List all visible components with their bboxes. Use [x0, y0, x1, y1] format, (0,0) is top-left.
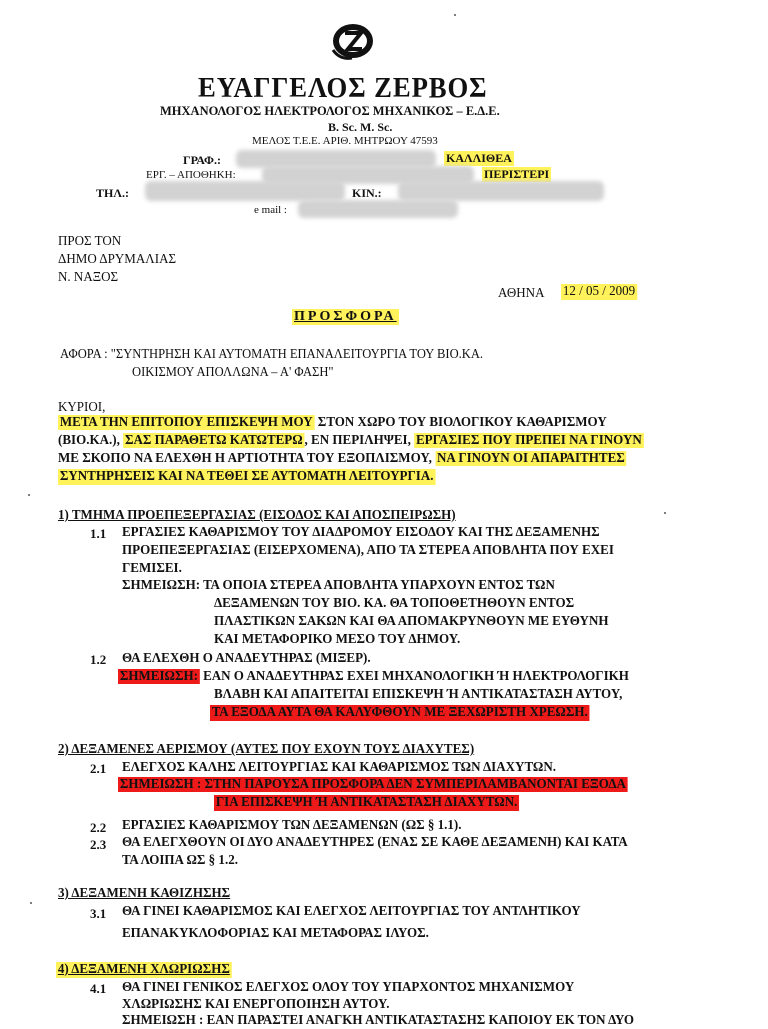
- item-1-2-number: 1.2: [90, 652, 107, 667]
- item-4-1-number: 4.1: [90, 981, 107, 996]
- item-2-1-text: ΕΛΕΓΧΟΣ ΚΑΛΗΣ ΛΕΙΤΟΥΡΓΙΑΣ ΚΑΙ ΚΑΘΑΡΙΣΜΟΣ ΤΩΝ ΔΙΑΧΥΤΩΝ.: [122, 760, 556, 775]
- intro-line-1: ΜΕΤΑ ΤΗΝ ΕΠΙΤΟΠΟΥ ΕΠΙΣΚΕΨΗ ΜΟΥ ΣΤΟΝ ΧΩΡΟ ΤΟΥ ΒΙΟΛΟΓΙΚΟΥ ΚΑΘΑΡΙΣΜΟΥ: [59, 415, 607, 430]
- recipient-line-1: ΠΡΟΣ ΤΟΝ: [58, 234, 122, 249]
- intro-line-4: ΣΥΝΤΗΡΗΣΕΙΣ ΚΑΙ ΝΑ ΤΕΘΕΙ ΣΕ ΑΥΤΟΜΑΤΗ ΛΕΙΤΟΥΡΓΙΑ.: [59, 469, 434, 484]
- item-2-1-number: 2.1: [90, 761, 107, 776]
- item-1-1-line-2: ΠΡΟΕΠΕΞΕΡΓΑΣΙΑΣ (ΕΙΣΕΡΧΟΜΕΝΑ), ΑΠΟ ΤΑ ΣΤΕΡΕΑ ΑΠΟΒΛΗΤΑ ΠΟΥ ΕΧΕΙ: [122, 543, 614, 558]
- item-1-1-note-line-4: ΚΑΙ ΜΕΤΑΦΟΡΙΚΟ ΜΕΣΟ ΤΟΥ ΔΗΜΟΥ.: [214, 632, 461, 647]
- redacted-phone: [145, 181, 345, 201]
- item-1-2-note-line-2: ΒΛΑΒΗ ΚΑΙ ΑΠΑΙΤΕΙΤΑΙ ΕΠΙΣΚΕΨΗ Ή ΑΝΤΙΚΑΤΑΣΤΑΣΗ ΑΥΤΟΥ,: [214, 687, 623, 702]
- item-1-1-line-1: ΕΡΓΑΣΙΕΣ ΚΑΘΑΡΙΣΜΟΥ ΤΟΥ ΔΙΑΔΡΟΜΟΥ ΕΙΣΟΔΟΥ ΚΑΙ ΤΗΣ ΔΕΞΑΜΕΝΗΣ: [122, 525, 600, 540]
- section-2-heading: 2) ΔΕΞΑΜΕΝΕΣ ΑΕΡΙΣΜΟΥ (ΑΥΤΕΣ ΠΟΥ ΕΧΟΥΝ ΤΟΥΣ ΔΙΑΧΥΤΕΣ): [58, 742, 475, 757]
- warehouse-label: ΕΡΓ. – ΑΠΟΘΗΚΗ:: [146, 169, 236, 181]
- item-1-1-note-line-2: ΔΕΞΑΜΕΝΩΝ ΤΟΥ ΒΙΟ. ΚΑ. ΘΑ ΤΟΠΟΘΕΤΗΘΟΥΝ ΕΝΤΟΣ: [214, 596, 575, 611]
- mobile-label: ΚΙΝ.:: [352, 186, 382, 200]
- scan-speck: [454, 14, 456, 16]
- item-4-1-line-1: ΘΑ ΓΙΝΕΙ ΓΕΝΙΚΟΣ ΕΛΕΓΧΟΣ ΟΛΟΥ ΤΟΥ ΥΠΑΡΧΟΝΤΟΣ ΜΗΧΑΝΙΣΜΟΥ: [122, 980, 575, 995]
- redacted-email: [298, 200, 458, 218]
- subject-line-2: ΟΙΚΙΣΜΟΥ ΑΠΟΛΛΩΝΑ – Α' ΦΑΣΗ": [132, 364, 334, 379]
- item-2-2-number: 2.2: [90, 820, 107, 835]
- subject-line-1: ΑΦΟΡΑ : "ΣΥΝΤΗΡΗΣΗ ΚΑΙ ΑΥΤΟΜΑΤΗ ΕΠΑΝΑΛΕΙΤΟΥΡΓΙΑ ΤΟΥ ΒΙΟ.ΚΑ.: [60, 346, 484, 361]
- section-4-heading: 4) ΔΕΞΑΜΕΝΗ ΧΛΩΡΙΩΣΗΣ: [57, 962, 230, 977]
- recipient-line-2: ΔΗΜΟ ΔΡΥΜΑΛΙΑΣ: [58, 252, 177, 267]
- item-1-2-note-line-3: ΤΑ ΕΞΟΔΑ ΑΥΤΑ ΘΑ ΚΑΛΥΦΘΟΥΝ ΜΕ ΞΕΧΩΡΙΣΤΗ ΧΡΕΩΣΗ.: [211, 705, 588, 720]
- item-1-2-note-line-1: ΣΗΜΕΙΩΣΗ: ΕΑΝ Ο ΑΝΑΔΕΥΤΗΡΑΣ ΕΧΕΙ ΜΗΧΑΝΟΛΟΓΙΚΗ Ή ΗΛΕΚΤΡΟΛΟΓΙΚΗ: [119, 669, 629, 684]
- item-1-1-note-line-1: ΣΗΜΕΙΩΣΗ: ΤΑ ΟΠΟΙΑ ΣΤΕΡΕΑ ΑΠΟΒΛΗΤΑ ΥΠΑΡΧΟΥΝ ΕΝΤΟΣ ΤΩΝ: [122, 578, 555, 593]
- date-place: ΑΘΗΝΑ: [498, 286, 545, 301]
- item-1-1-number: 1.1: [90, 526, 107, 541]
- item-3-1-line-1: ΘΑ ΓΙΝΕΙ ΚΑΘΑΡΙΣΜΟΣ ΚΑΙ ΕΛΕΓΧΟΣ ΛΕΙΤΟΥΡΓΙΑΣ ΤΟΥ ΑΝΤΛΗΤΙΚΟΥ: [122, 904, 581, 919]
- item-1-1-line-3: ΓΕΜΙΣΕΙ.: [122, 561, 182, 576]
- document-title: ΠΡΟΣΦΟΡΑ: [294, 309, 397, 324]
- letterhead-name: ΕΥΑΓΓΕΛΟΣ ΖΕΡΒΟΣ: [198, 72, 488, 104]
- letterhead-profession: ΜΗΧΑΝΟΛΟΓΟΣ ΗΛΕΚΤΡΟΛΟΓΟΣ ΜΗΧΑΝΙΚΟΣ – Ε.Δ.Ε.: [160, 104, 500, 118]
- item-2-1-note-line-2: ΓΙΑ ΕΠΙΣΚΕΨΗ Ή ΑΝΤΙΚΑΤΑΣΤΑΣΗ ΔΙΑΧΥΤΩΝ.: [215, 795, 518, 810]
- item-3-1-line-2: ΕΠΑΝΑΚΥΚΛΟΦΟΡΙΑΣ ΚΑΙ ΜΕΤΑΦΟΡΑΣ ΙΛΥΟΣ.: [122, 926, 429, 941]
- greeting: ΚΥΡΙΟΙ,: [58, 400, 106, 415]
- section-3-heading: 3) ΔΕΞΑΜΕΝΗ ΚΑΘΙΖΗΣΗΣ: [58, 886, 231, 901]
- scan-speck: [664, 512, 666, 514]
- intro-line-2: (ΒΙΟ.ΚΑ.), ΣΑΣ ΠΑΡΑΘΕΤΩ ΚΑΤΩΤΕΡΩ , ΕΝ ΠΕΡΙΛΗΨΕΙ, ΕΡΓΑΣΙΕΣ ΠΟΥ ΠΡΕΠΕΙ ΝΑ ΓΙΝΟΥΝ: [58, 433, 642, 448]
- item-2-3-line-2: ΤΑ ΛΟΙΠΑ ΩΣ § 1.2.: [122, 853, 238, 868]
- scan-speck: [28, 494, 30, 496]
- letterhead-membership: ΜΕΛΟΣ Τ.Ε.Ε. ΑΡΙΘ. ΜΗΤΡΩΟΥ 47593: [252, 135, 438, 147]
- section-1-heading: 1) ΤΜΗΜΑ ΠΡΟΕΠΕΞΕΡΓΑΣΙΑΣ (ΕΙΣΟΔΟΣ ΚΑΙ ΑΠΟΣΠΕΙΡΩΣΗ): [58, 508, 456, 523]
- office-label: ΓΡΑΦ.:: [183, 153, 221, 167]
- office-city: ΚΑΛΛΙΘΕΑ: [446, 151, 512, 165]
- scan-speck: [30, 902, 32, 904]
- date-value: 12 / 05 / 2009: [562, 284, 636, 299]
- item-2-3-number: 2.3: [90, 837, 107, 852]
- recipient-line-3: Ν. ΝΑΞΟΣ: [58, 270, 119, 285]
- item-1-2-text: ΘΑ ΕΛΕΧΘΗ Ο ΑΝΑΔΕΥΤΗΡΑΣ (ΜΙΞΕΡ).: [122, 651, 371, 666]
- redacted-mobile: [398, 181, 604, 201]
- item-1-1-note-line-3: ΠΛΑΣΤΙΚΩΝ ΣΑΚΩΝ ΚΑΙ ΘΑ ΑΠΟΜΑΚΡΥΝΘΟΥΝ ΜΕ ΕΥΘΥΝΗ: [214, 614, 609, 629]
- item-2-3-line-1: ΘΑ ΕΛΕΓΧΘΟΥΝ ΟΙ ΔΥΟ ΑΝΑΔΕΥΤΗΡΕΣ (ΕΝΑΣ ΣΕ ΚΑΘΕ ΔΕΞΑΜΕΝΗ) ΚΑΙ ΚΑΤΑ: [122, 835, 628, 850]
- warehouse-city: ΠΕΡΙΣΤΕΡΙ: [484, 167, 550, 181]
- item-2-2-text: ΕΡΓΑΣΙΕΣ ΚΑΘΑΡΙΣΜΟΥ ΤΩΝ ΔΕΞΑΜΕΝΩΝ (ΩΣ § 1.1).: [122, 818, 462, 833]
- item-4-1-line-3: ΣΗΜΕΙΩΣΗ : ΕΑΝ ΠΑΡΑΣΤΕΙ ΑΝΑΓΚΗ ΑΝΤΙΚΑΤΑΣΤΑΣΗΣ ΚΑΠΟΙΟΥ ΕΚ ΤΟΝ ΔΥΟ: [122, 1013, 635, 1028]
- item-2-1-note-line-1: ΣΗΜΕΙΩΣΗ : ΣΤΗΝ ΠΑΡΟΥΣΑ ΠΡΟΣΦΟΡΑ ΔΕΝ ΣΥΜΠΕΡΙΛΑΜΒΑΝΟΝΤΑΙ ΕΞΟΔΑ: [119, 777, 626, 792]
- email-label: e mail :: [254, 204, 287, 216]
- item-4-1-line-2: ΧΛΩΡΙΩΣΗΣ ΚΑΙ ΕΝΕΡΓΟΠΟΙΗΣΗ ΑΥΤΟΥ.: [122, 997, 390, 1012]
- phone-label: ΤΗΛ.:: [96, 186, 129, 200]
- company-logo: [330, 20, 376, 62]
- item-3-1-number: 3.1: [90, 906, 107, 921]
- letterhead-degrees: B. Sc. M. Sc.: [328, 120, 393, 134]
- intro-line-3: ΜΕ ΣΚΟΠΟ ΝΑ ΕΛΕΧΘΗ Η ΑΡΤΙΟΤΗΤΑ ΤΟΥ ΕΞΟΠΛΙΣΜΟΥ, ΝΑ ΓΙΝΟΥΝ ΟΙ ΑΠΑΡΑΙΤΗΤΕΣ: [58, 451, 625, 466]
